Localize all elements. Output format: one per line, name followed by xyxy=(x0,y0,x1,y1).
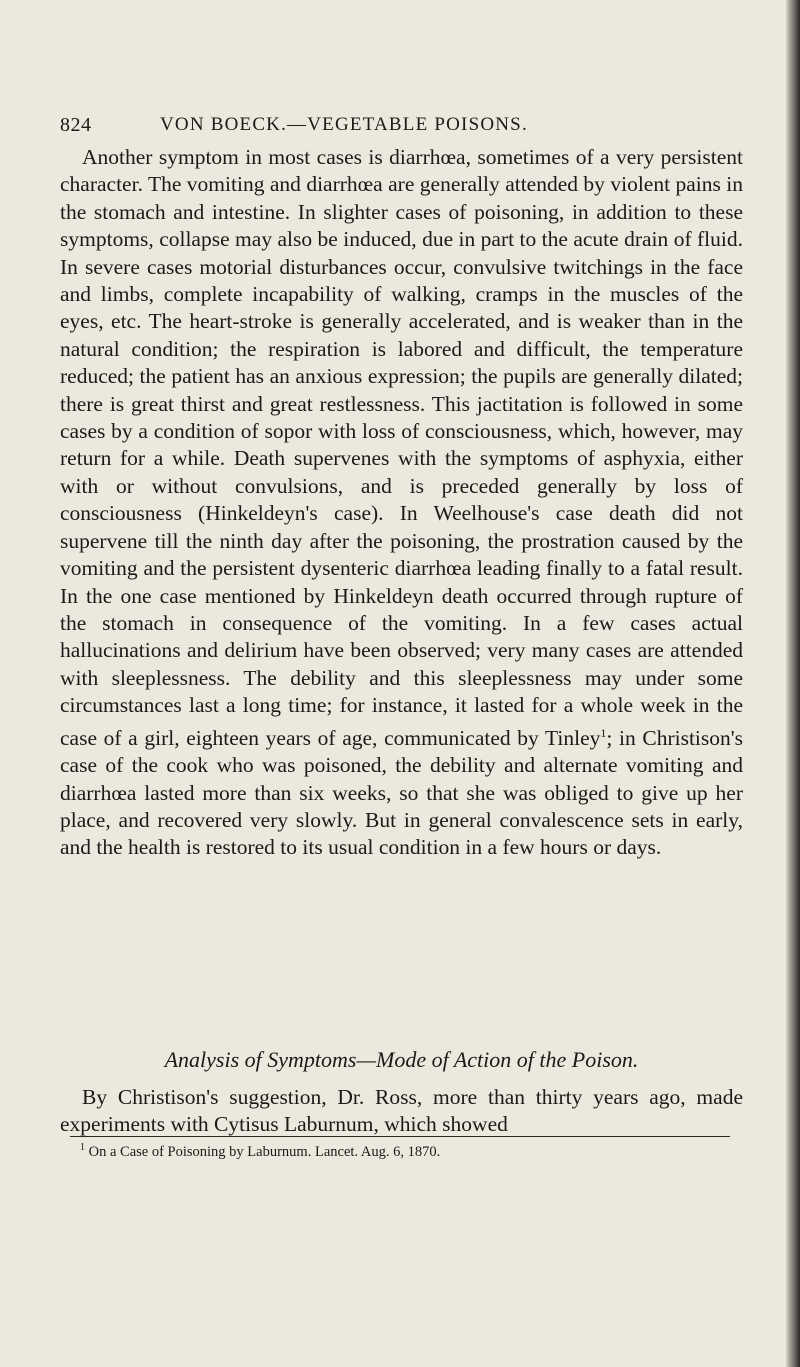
running-title: VON BOECK.—VEGETABLE POISONS. xyxy=(160,114,528,135)
page-edge-shadow xyxy=(786,0,800,1367)
second-paragraph: By Christison's suggestion, Dr. Ross, more than thirty years ago, made experiments with Cytisus Laburnum, which showed xyxy=(60,1085,743,1137)
footnote-divider xyxy=(70,1136,730,1137)
footnote-text: On a Case of Poisoning by Laburnum. Lancet. Aug. 6, 1870. xyxy=(88,1143,441,1160)
footnote-reference: 1 xyxy=(600,725,607,740)
page-header xyxy=(60,94,740,134)
paragraph-text: Another symptom in most cases is diarrhœa, sometimes of a very persistent character. The vomiting and diarrhœa are generally attended by violent pains in the stomach and intestine. In slighter cases of poisoning, in addition to these symptoms, collapse may also be induced, due in part to the acute drain of fluid. In severe cases motorial disturbances occur, convulsive twitchings in the face and limbs, complete incapability of walking, cramps in the muscles of the eyes, etc. The heart-stroke is generally accelerated, and is weaker than in the natural condition; the respiration is labored and difficult, the temperature reduced; the patient has an anxious expression; the pupils are generally dilated; there is great thirst and great restlessness. This jactitation is followed in some cases by a condition of sopor with loss of consciousness, which, however, may return for a while. Death supervenes with the symptoms of asphyxia, either with or without convulsions, and is preceded generally by loss of consciousness (Hinkeldeyn's case). In Weelhouse's case death did not supervene till the ninth day after the poisoning, the prostration caused by the vomiting and the persistent dysenteric diarrhœa leading finally to a fatal result. In the one case mentioned by Hinkeldeyn death occurred through rupture of the stomach in consequence of the vomiting. In a few cases actual hallucinations and delirium have been observed; very many cases are attended with sleeplessness. The debility and this sleeplessness may under some circumstances last a long time; for instance, it lasted for a whole week in the case of a girl, eighteen years of age, communicated by Tinley xyxy=(60,145,743,750)
footnote xyxy=(80,1142,440,1161)
paragraph-text-continued: ; in Christison's case of the cook who was poisoned, the debility and alternate vomiting and diarrhœa lasted more than six weeks, so that she was obliged to give up her place, and recovered very slowly. But in general convalescence sets in early, and the health is restored to its usual condition in a few hours or days. xyxy=(60,725,744,860)
section-heading: Analysis of Symptoms—Mode of Action of the Poison. xyxy=(164,1047,639,1072)
page-number: 824 xyxy=(60,114,92,136)
footnote-marker: 1 xyxy=(80,1142,85,1153)
main-paragraph xyxy=(60,144,743,862)
